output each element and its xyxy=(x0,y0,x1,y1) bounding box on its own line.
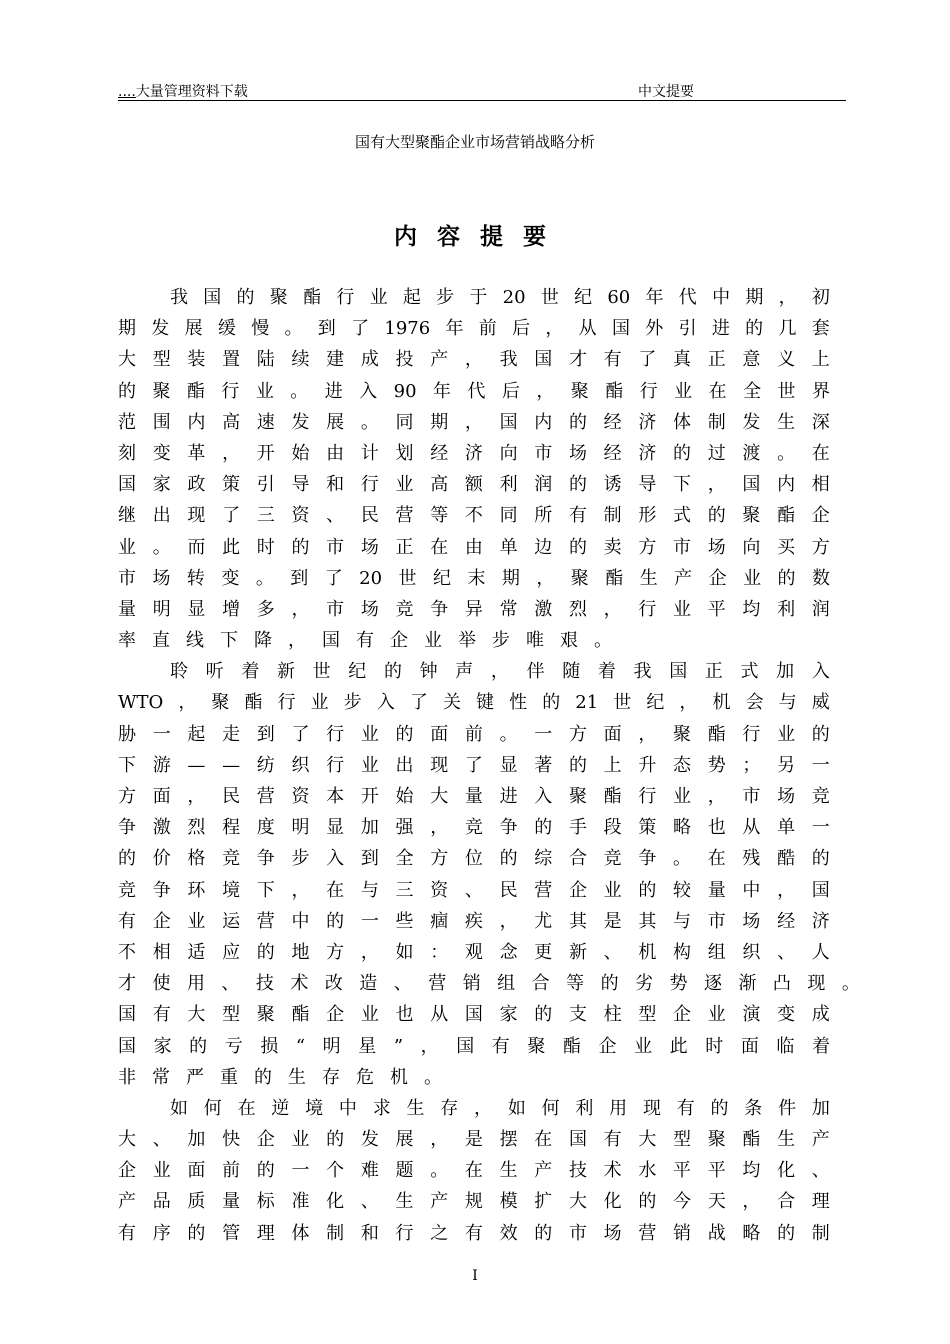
paragraph-line: 如 何 在 逆 境 中 求 生 存 ， 如 何 利 用 现 有 的 条 件 加 xyxy=(170,1097,830,1119)
paragraph-line: 我 国 的 聚 酯 行 业 起 步 于 20 世 纪 60 年 代 中 期 ， 初 xyxy=(170,287,830,308)
paragraph-line: 市 场 转 变 。 到 了 20 世 纪 末 期 ， 聚 酯 生 产 企 业 的 数 xyxy=(118,567,830,589)
paragraph-line: 非 常 严 重 的 生 存 危 机 。 xyxy=(118,1066,442,1088)
paragraph-line: 企 业 面 前 的 一 个 难 题 。 在 生 产 技 术 水 平 平 均 化 、 xyxy=(118,1160,830,1182)
header-left-text: 大量管理资料下载 xyxy=(135,84,248,100)
paragraph-line: 率 直 线 下 降 ， 国 有 企 业 举 步 唯 艰 。 xyxy=(118,630,612,652)
paragraph-line: WTO ， 聚 酯 行 业 步 入 了 关 键 性 的 21 世 纪 ， 机 会 与 威 xyxy=(118,692,830,714)
paragraph-line: 下 游 — — 纺 织 行 业 出 现 了 显 著 的 上 升 态 势 ； 另 一 xyxy=(118,754,830,776)
paragraph-line: 方 面 ， 民 营 资 本 开 始 大 量 进 入 聚 酯 行 业 ， 市 场 竞 xyxy=(118,786,830,807)
section-title: 内容提要 xyxy=(394,223,566,250)
running-header xyxy=(118,80,846,101)
paragraph-line: 期 发 展 缓 慢 。 到 了 1976 年 前 后 ， 从 国 外 引 进 的 几 套 xyxy=(118,318,830,340)
paragraph-line: 聆 听 着 新 世 纪 的 钟 声 ， 伴 随 着 我 国 正 式 加 入 xyxy=(170,661,830,683)
paragraph-line: 大 、 加 快 企 业 的 发 展 ， 是 摆 在 国 有 大 型 聚 酯 生 产 xyxy=(118,1129,830,1151)
paragraph-line: 竞 争 环 境 下 ， 在 与 三 资 、 民 营 企 业 的 较 量 中 ， 国 xyxy=(118,879,830,901)
paragraph-line: 的 价 格 竞 争 步 入 到 全 方 位 的 综 合 竞 争 。 在 残 酷 的 xyxy=(118,848,830,870)
paragraph-line: 量 明 显 增 多 ， 市 场 竞 争 异 常 激 烈 ， 行 业 平 均 利 润 xyxy=(118,598,830,620)
paragraph-line: 才 使 用 、 技 术 改 造 、 营 销 组 合 等 的 劣 势 逐 渐 凸 现 。 xyxy=(118,973,860,995)
paragraph-line: 产 品 质 量 标 准 化 、 生 产 规 模 扩 大 化 的 今 天 ， 合 理 xyxy=(118,1191,830,1213)
header-dots: .... xyxy=(118,84,136,100)
paragraph-line: 的 聚 酯 行 业 。 进 入 90 年 代 后 ， 聚 酯 行 业 在 全 世 界 xyxy=(118,380,830,402)
paragraph-line: 业 。 而 此 时 的 市 场 正 在 由 单 边 的 卖 方 市 场 向 买 方 xyxy=(118,536,830,558)
paragraph-line: 争 激 烈 程 度 明 显 加 强 ， 竞 争 的 手 段 策 略 也 从 单 一 xyxy=(118,817,830,839)
abstract-body xyxy=(118,282,860,1249)
header-left xyxy=(118,81,248,101)
paragraph-line: 大 型 装 置 陆 续 建 成 投 产 ， 我 国 才 有 了 真 正 意 义 上 xyxy=(118,349,830,371)
header-right: 中文提要 xyxy=(638,84,694,100)
paragraph-line: 继 出 现 了 三 资 、 民 营 等 不 同 所 有 制 形 式 的 聚 酯 企 xyxy=(118,505,830,527)
paragraph-line: 国 家 政 策 引 导 和 行 业 高 额 利 润 的 诱 导 下 ， 国 内 相 xyxy=(118,474,830,496)
paragraph-line: 不 相 适 应 的 地 方 ， 如 ： 观 念 更 新 、 机 构 组 织 、 人 xyxy=(118,941,830,963)
page-number: I xyxy=(472,1268,478,1284)
paragraph-line: 国 家 的 亏 损 “ 明 星 ” ， 国 有 聚 酯 企 业 此 时 面 临 着 xyxy=(118,1035,830,1057)
paragraph-line: 有 序 的 管 理 体 制 和 行 之 有 效 的 市 场 营 销 战 略 的 制 xyxy=(118,1222,830,1244)
paragraph-line: 国 有 大 型 聚 酯 企 业 也 从 国 家 的 支 柱 型 企 业 演 变 成 xyxy=(118,1004,830,1026)
paragraph-line: 刻 变 革 ， 开 始 由 计 划 经 济 向 市 场 经 济 的 过 渡 。 在 xyxy=(118,442,830,464)
document-subtitle: 国有大型聚酯企业市场营销战略分析 xyxy=(354,133,595,151)
paragraph-line: 有 企 业 运 营 中 的 一 些 痼 疾 ， 尤 其 是 其 与 市 场 经 济 xyxy=(118,910,830,932)
paragraph-line: 范 围 内 高 速 发 展 。 同 期 ， 国 内 的 经 济 体 制 发 生 深 xyxy=(118,411,830,433)
paragraph-line: 胁 一 起 走 到 了 行 业 的 面 前 。 一 方 面 ， 聚 酯 行 业 的 xyxy=(118,723,830,745)
